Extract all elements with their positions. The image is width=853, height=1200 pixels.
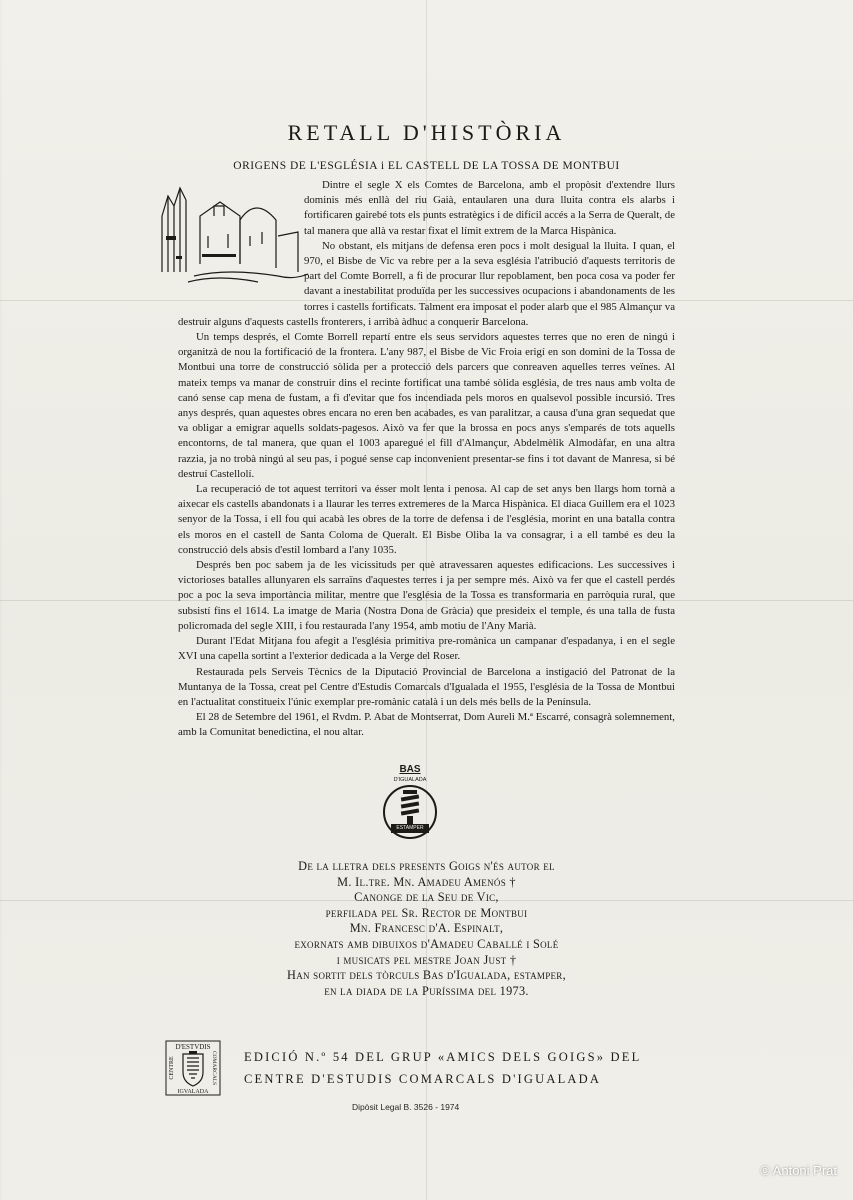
credits-line: perfilada pel Sr. Rector de Montbui [325,905,528,920]
emblem-left-text: CENTRE [169,1056,175,1080]
logo-top-text: BAS [399,764,421,775]
edition-line: CENTRE D'ESTUDIS COMARCALS D'IGUALADA [244,1072,602,1086]
history-text [178,178,675,741]
emblem-right-text: COMARCALS [211,1050,217,1086]
credits-line: M. Il.tre. Mn. Amadeu Amenós † [337,874,516,889]
logo-bottom-text: ESTAMPER [396,825,424,831]
paragraph: Dintre el segle X els Comtes de Barcelona, amb el propòsit d'extendre llurs dominis més enllà del riu Gaià, entaularen una dura lluita contra els alarbs i fortificaren gairebé tots els punts estratègics i de difícil accés a la Serra de Queralt, de tal manera que allà va restar fixat el límit extrem de la Marca Hispànica. [304,179,675,237]
credits-block [200,859,653,999]
credits-line: exornats amb dibuixos d'Amadeu Caballé i Solé [294,936,559,951]
paragraph: Restaurada pels Serveis Tècnics de la Diputació Provincial de Barcelona a instigació del Patronat de la Muntanya de la Tossa, creat pel Centre d'Estudis Comarcals d'Igualada el 1955, l'església de la Tossa de Montbui en l'actualitat constitueix l'únic exemplar pre-romànic català i un dels més bells de la Península. [178,665,675,708]
paragraph: No obstant, els mitjans de defensa eren pocs i molt desigual la lluita. I quan, el 970, el Bisbe de Vic va rebre per a la seva església l'atribució d'aquests territoris de part del Comte Borrell, a fi de procurar llur repoblament, ben poca cosa va poder fer davant a inestabilitat produïda per les successives ocupacions i abandonaments de les torres i castells fortificats. Talment era imposat el poder alarb que el 985 Almançur va destruir alguns d'aquests castells fronterers, i arribà àdhuc a conquerir Barcelona. [178,239,675,328]
edition-line: EDICIÓ N.º 54 DEL GRUP «AMICS DELS GOIGS» DEL [244,1050,642,1064]
emblem-top-text: D'ESTVDIS [175,1043,211,1051]
document-title: RETALL D'HISTÒRIA [287,120,566,145]
document-subtitle: ORIGENS DE L'ESGLÉSIA i EL CASTELL DE LA TOSSA DE MONTBUI [233,160,620,172]
press-screw-icon [381,784,439,840]
credits-line: De la lletra dels presents Goigs n'és autor el [298,859,555,873]
credits-line: Han sortit dels tòrculs Bas d'Igualada, estamper, [287,968,566,983]
credits-line: Mn. Francesc d'A. Espinalt, [349,921,504,936]
credits-line: Canonge de la Seu de Vic, [354,890,499,905]
illustration-space [158,178,304,314]
copyright-watermark: © Antoni Prat [760,1163,837,1178]
logo-middle-text: D'IGUALADA [393,777,427,783]
paragraph: Durant l'Edat Mitjana fou afegit a l'església primitiva pre-romànica un campanar d'espadanya, i en el segle XVI una capella sortint a l'exterior dedicada a la Verge del Roser. [178,635,675,663]
paragraph: Després ben poc sabem ja de les vicissituds per què atravessaren aquestes edificacions. Les successives i victorioses batalles allunyaren els sarraïns d'aquestes terres i ja per sempre més. Això va fer que el castell perdés poc a poc la seva importància militar, mentre que l'església de la Tossa es transformaria en parròquia rural, que subsistí fins el 1614. La imatge de Maria (Nostra Dona de Gràcia) que presideix el temple, és una talla de fusta policromada del segle XIII, i fou restaurada l'any 1954, amb motiu de l'Any Marià. [178,559,675,632]
printer-logo [381,764,439,840]
edition-block [244,1046,656,1090]
credits-line: i musicats pel mestre Joan Just † [336,952,517,967]
emblem-bottom-text: IGVALADA [177,1089,209,1095]
legal-deposit: Dipòsit Legal B. 3526 - 1974 [352,1102,460,1112]
paragraph: Un temps després, el Comte Borrell repartí entre els seus servidors aquestes terres que no eren de ningú i organitzà de nou la fortificació de la frontera. L'any 987, el Bisbe de Vic Froia erigí en son domini de la Tossa de Montbui una torre de construcció sòlida per a protecció dels parcers que conreaven aquelles terres veïnes. Al mateix temps va manar de construir dins el recinte fortificat una també sòlida església, de tres naus amb volta de canó sense cap mena de fustam, a fi d'evitar que fos incendiada pels moros en qualsevol possible incursió. Tres anys després, quan aquestes obres encara no eren ben acabades, es van paralitzar, a causa d'una gran sequedat que va obligar a emigrar aquells soldats-pagesos. Això va fer que la brossa en pocs anys s'emparés de tots aquells encontorns, de tal manera, que quan el 1003 aparegué el fill d'Almançur, Abdelmèlik Almodàfar, en una altra razzia, ja no trobà ningú al seu pas, i pogué sense cap inconvenient presentar-se fins i tot davant de Manresa, si bé destruí Castellolí. [178,331,675,480]
paragraph: El 28 de Setembre del 1961, el Rvdm. P. Abat de Montserrat, Dom Aureli M.ª Escarré, consagrà solemnement, amb la Comunitat benedictina, el nou altar. [178,711,675,739]
credits-line: en la diada de la Puríssima del 1973. [324,983,529,998]
centre-estudis-emblem [165,1040,221,1096]
paragraph: La recuperació de tot aquest territori va ésser molt lenta i penosa. Al cap de set anys ben llargs hom tornà a aixecar els castells abandonats i a llaurar les terres extremeres de la Marca Hispànica. El diaca Guillem era el 1023 senyor de la Tossa, i ell fou qui acabà les obres de la torre de defensa i de l'església, morint en una batalla contra els moros en el castell de Santa Coloma de Queralt. El Bisbe Oliba la va consagrar, i a ell també es deu la construcció dels absis d'estil lombard a l'any 1035. [178,483,675,556]
